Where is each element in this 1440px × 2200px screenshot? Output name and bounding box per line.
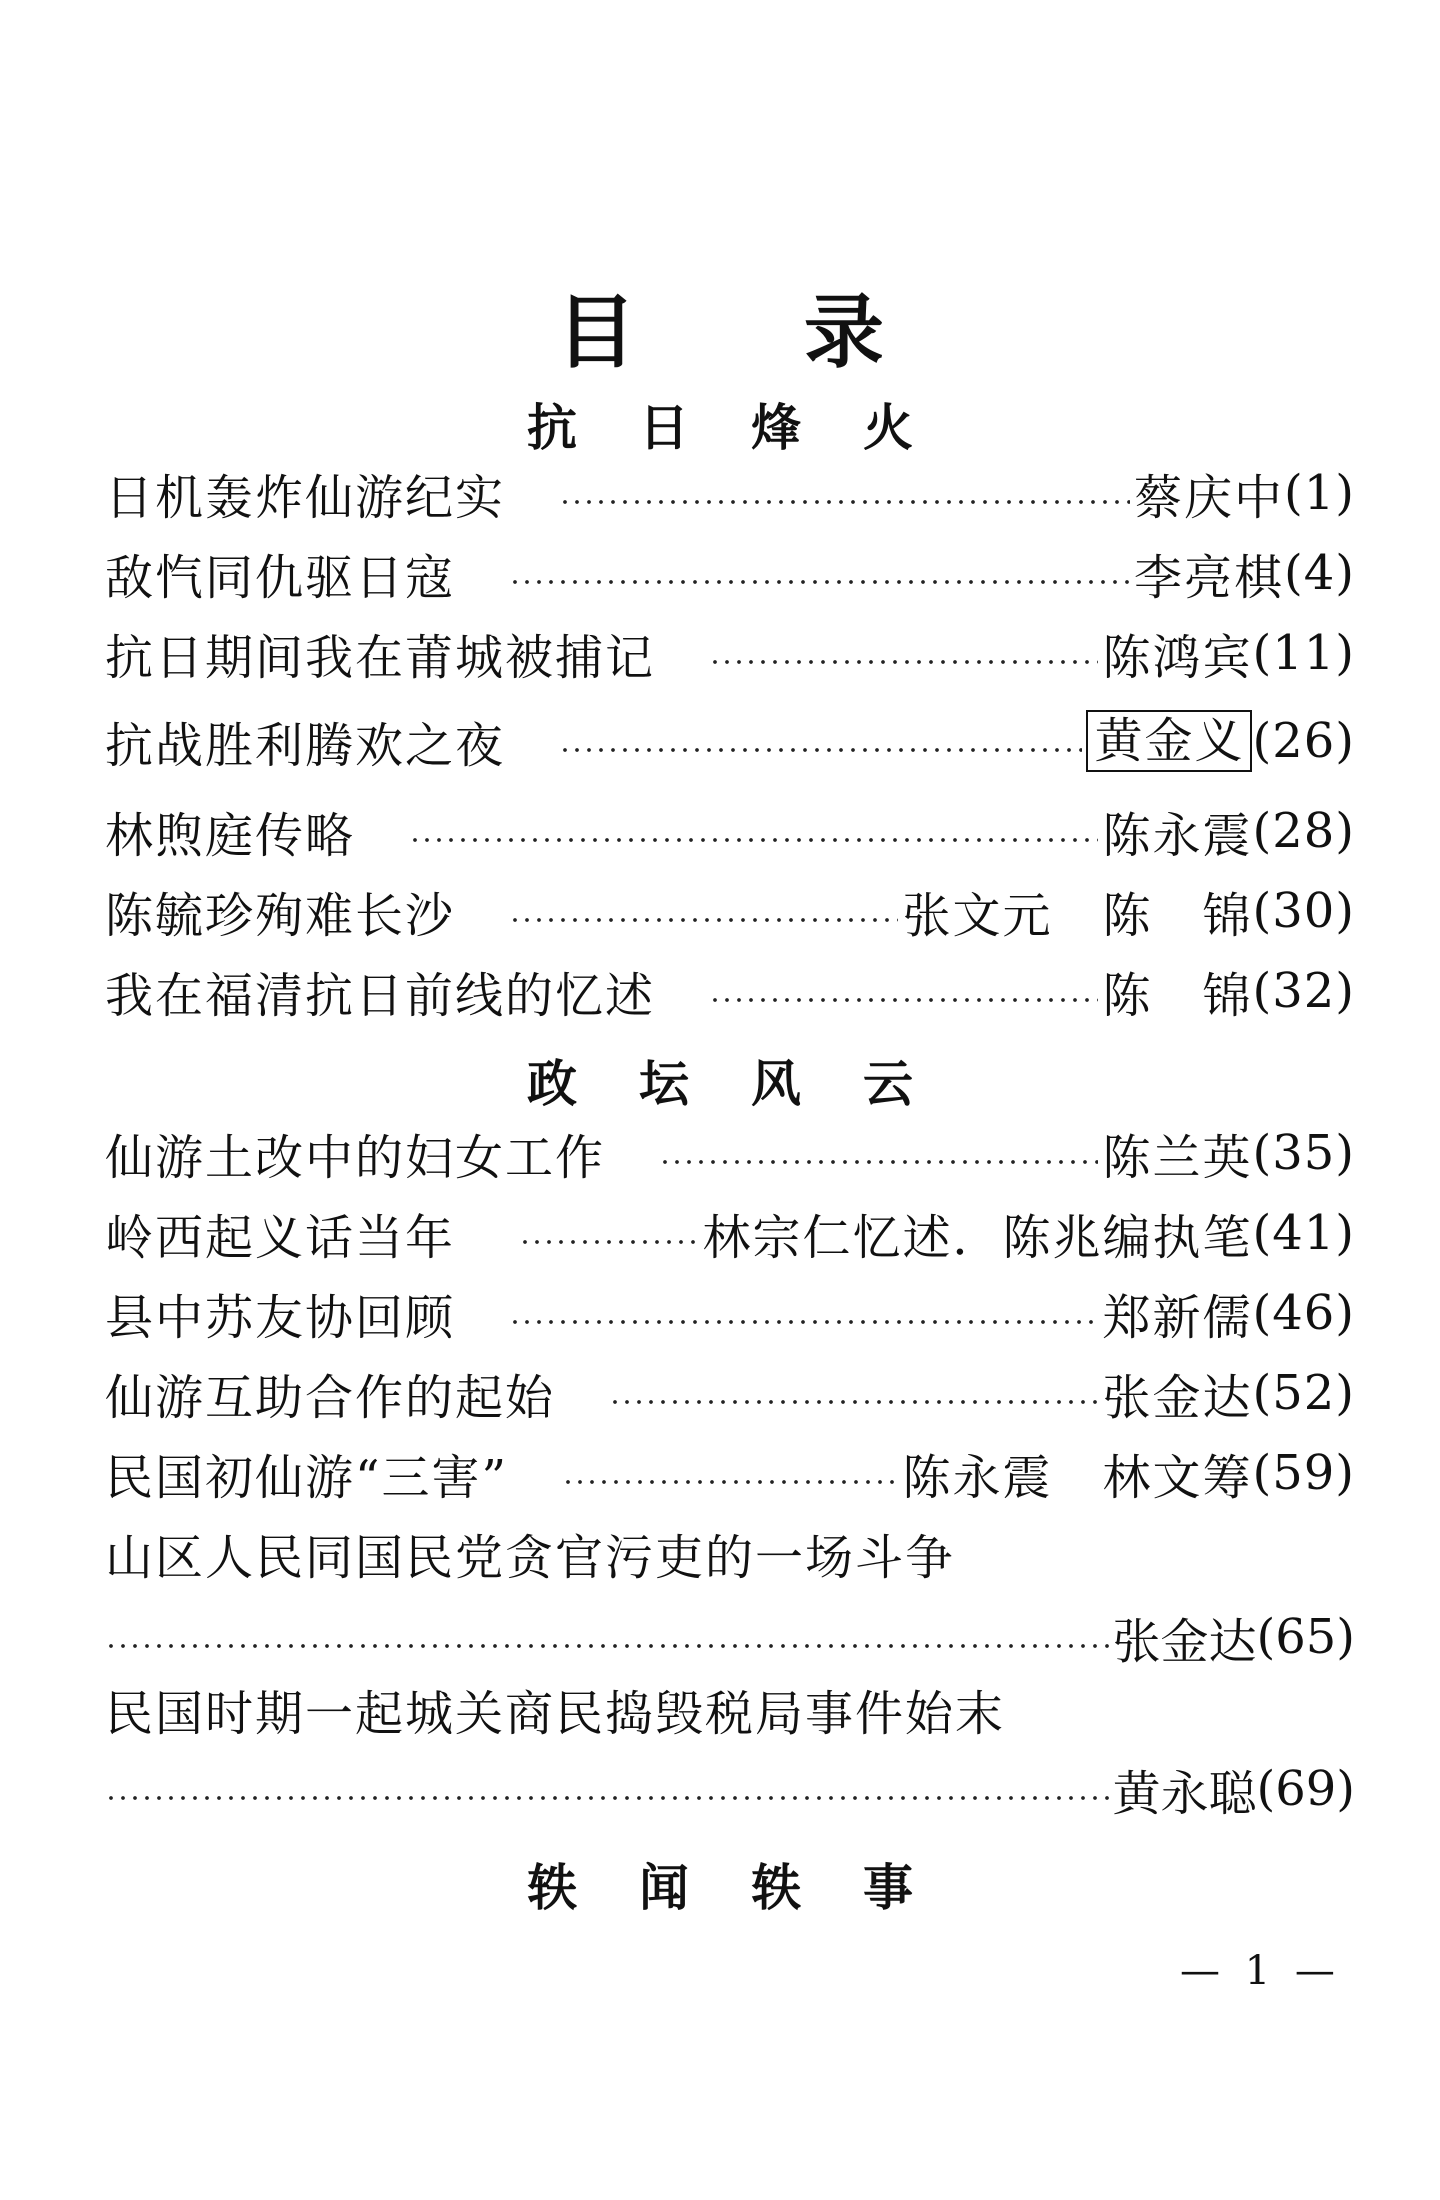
entry-page: (69): [1256, 1761, 1355, 1817]
entry-page: (11): [1252, 625, 1355, 681]
toc-entry[interactable]: [105, 1278, 1355, 1348]
entry-author: 陈鸿宾: [1102, 629, 1253, 686]
entry-title: 山区人民同国民党贪官污吏的一场斗争: [105, 1529, 956, 1586]
section-heading-2: 政坛风云: [527, 1055, 975, 1113]
entry-author-boxed: 黄金义: [1086, 710, 1252, 772]
entry-title: 敌忾同仇驱日寇: [105, 549, 456, 606]
toc-entry[interactable]: [105, 1198, 1355, 1268]
toc-entry-long-title[interactable]: [105, 1674, 1355, 1744]
entry-author: 黄永聪: [1112, 1765, 1257, 1822]
dot-leader: [562, 1477, 898, 1487]
entry-title: 林煦庭传略: [105, 807, 356, 864]
dot-leader: [509, 1317, 1098, 1327]
entry-page: (28): [1252, 803, 1355, 859]
toc-entry[interactable]: [105, 876, 1355, 946]
entry-title: 我在福清抗日前线的忆述: [105, 967, 656, 1024]
dot-leader: [105, 1641, 1112, 1651]
entry-title: 抗战胜利腾欢之夜: [105, 717, 506, 774]
entry-page: (32): [1252, 963, 1355, 1019]
entry-author: 蔡庆中: [1133, 469, 1284, 526]
dot-leader: [559, 745, 1082, 755]
entry-page: (52): [1252, 1365, 1355, 1421]
entry-page: (4): [1284, 545, 1355, 601]
dot-leader: [709, 995, 1098, 1005]
entry-author: 陈 锦: [1102, 967, 1253, 1024]
toc-entry[interactable]: [105, 1438, 1355, 1508]
dot-leader: [609, 1397, 1098, 1407]
entry-author: 陈兰英: [1102, 1129, 1253, 1186]
section-heading-3: 轶闻轶事: [527, 1859, 975, 1917]
dot-leader: [709, 657, 1098, 667]
toc-entry[interactable]: [105, 796, 1355, 866]
toc-entry[interactable]: [105, 458, 1355, 528]
entry-author: 陈永震 林文筹: [902, 1449, 1253, 1506]
dot-leader: [559, 497, 1130, 507]
toc-title: 目 录: [556, 286, 954, 379]
entry-title: 仙游互助合作的起始: [105, 1369, 556, 1426]
toc-entry[interactable]: [105, 1358, 1355, 1428]
entry-author: 张文元 陈 锦: [902, 887, 1253, 944]
entry-title: 县中苏友协回顾: [105, 1289, 456, 1346]
entry-author: 郑新儒: [1102, 1289, 1253, 1346]
entry-title: 抗日期间我在莆城被捕记: [105, 629, 656, 686]
entry-page: (30): [1252, 883, 1355, 939]
entry-title: 仙游土改中的妇女工作: [105, 1129, 606, 1186]
entry-author: 陈永震: [1102, 807, 1253, 864]
entry-page: (41): [1252, 1205, 1355, 1261]
entry-page: (26): [1252, 713, 1355, 769]
dot-leader: [409, 835, 1098, 845]
toc-entry[interactable]: [105, 618, 1355, 688]
entry-author: 李亮棋: [1133, 549, 1284, 606]
entry-author: 张金达: [1102, 1369, 1253, 1426]
entry-page: (65): [1256, 1609, 1355, 1665]
dot-leader: [509, 915, 898, 925]
entry-page: (1): [1284, 465, 1355, 521]
toc-entry[interactable]: [105, 538, 1355, 608]
entry-title: 陈毓珍殉难长沙: [105, 887, 456, 944]
toc-entry[interactable]: [105, 1118, 1355, 1188]
entry-title: 岭西起义话当年: [105, 1209, 456, 1266]
entry-page: (59): [1252, 1445, 1355, 1501]
toc-entry-continuation[interactable]: [105, 1602, 1355, 1672]
toc-entry[interactable]: [105, 956, 1355, 1026]
entry-page: (46): [1252, 1285, 1355, 1341]
dot-leader: [509, 577, 1130, 587]
entry-page: (35): [1252, 1125, 1355, 1181]
entry-author: 张金达: [1112, 1613, 1257, 1670]
dot-leader: [519, 1237, 698, 1247]
entry-author: 林宗仁忆述．陈兆编执笔: [702, 1209, 1253, 1266]
dot-leader: [105, 1793, 1112, 1803]
toc-entry-long-title[interactable]: [105, 1518, 1355, 1588]
page-number: — 1 —: [1180, 1948, 1341, 1994]
entry-title: 民国时期一起城关商民捣毁税局事件始末: [105, 1685, 1006, 1742]
entry-title: 民国初仙游“三害”: [105, 1449, 509, 1506]
dot-leader: [659, 1157, 1098, 1167]
entry-title: 日机轰炸仙游纪实: [105, 469, 506, 526]
toc-entry-continuation[interactable]: [105, 1754, 1355, 1824]
toc-entry[interactable]: [105, 706, 1355, 776]
section-heading-1: 抗日烽火: [527, 399, 975, 457]
